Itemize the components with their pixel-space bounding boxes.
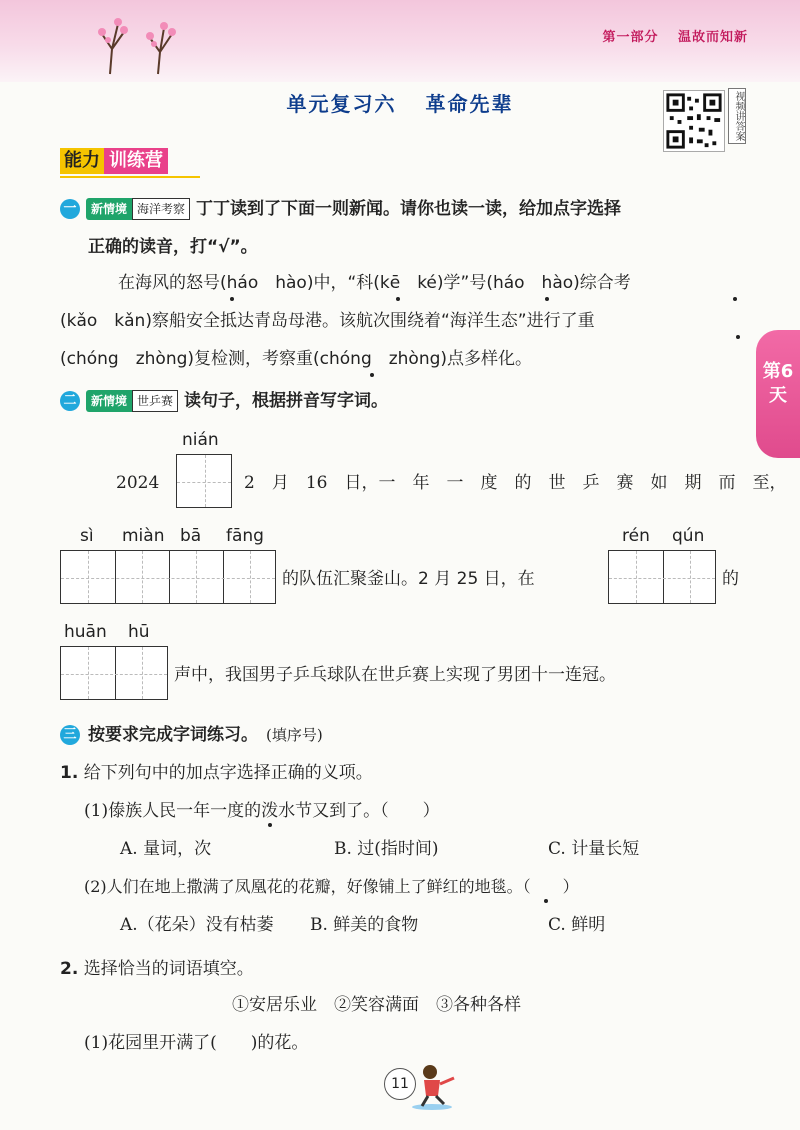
plum-blossom-illustration — [80, 4, 200, 76]
answer-box-renqun[interactable] — [608, 550, 716, 604]
emphasis-dot — [544, 899, 548, 903]
ability-banner — [60, 148, 168, 174]
q1-text: 给下列句中的加点字选择正确的义项。 — [83, 763, 373, 783]
section2-number: 二 — [60, 391, 80, 411]
pinyin-nian: nián — [182, 430, 219, 450]
q1-s2-option-b: B. 鲜美的食物 — [310, 915, 419, 935]
section1-para-3: (chóng zhòng)复检测，考察重(chóng zhòng)点多样化。 — [60, 349, 533, 369]
section3-instruction: 按要求完成字词练习。 — [88, 725, 258, 745]
sentence1-rest: 2 月 16 日，一 年 一 度 的 世 乒 赛 如 期 而 至， — [244, 473, 787, 493]
emphasis-dot — [396, 297, 400, 301]
emphasis-dot — [545, 297, 549, 301]
answer-box-simianbafang[interactable] — [60, 550, 276, 604]
q2-line — [60, 956, 254, 982]
q2-sentence1: (1)花园里开满了( )的花。 — [84, 1033, 309, 1053]
ability-part2: 训练营 — [104, 148, 168, 174]
section1-tag-new: 新情境 — [86, 198, 132, 220]
section2-tag-new: 新情境 — [86, 390, 132, 412]
pinyin-huan: huān — [64, 622, 107, 642]
q1-s2-option-c: C. 鲜明 — [548, 915, 606, 935]
sentence3: 声中，我国男子乒乓球队在世乒赛上实现了男团十一连冠。 — [174, 665, 616, 685]
qr-label: 视频讲答案 — [728, 88, 746, 144]
skater-mascot-icon — [410, 1060, 470, 1110]
section2-header — [60, 388, 388, 414]
emphasis-dot — [733, 297, 737, 301]
q1-number: 1. — [60, 763, 79, 783]
section1-header — [60, 196, 621, 222]
section3-note: (填序号) — [266, 726, 323, 744]
section3-number: 三 — [60, 725, 80, 745]
section2-tag-topic: 世乒赛 — [132, 390, 178, 412]
emphasis-dot — [268, 823, 272, 827]
q1-sentence1: (1)傣族人民一年一度的泼水节又到了。（ ） — [84, 801, 440, 821]
q2-options: ①安居乐业 ②笑容满面 ③各种各样 — [232, 995, 521, 1015]
section1-para-2: (kǎo kǎn)察船安全抵达青岛母港。该航次围绕着“海洋生态”进行了重 — [60, 311, 595, 331]
section3-header — [60, 722, 323, 748]
ability-part1: 能力 — [60, 148, 104, 174]
section1-tag — [86, 198, 190, 220]
section1-para-1: 在海风的怒号(háo hào)中，“科(kē ké)学”号(háo hào)综合考 — [118, 273, 631, 293]
ability-underline — [60, 176, 200, 178]
header-part: 第一部分 — [602, 30, 659, 45]
section1-tag-topic: 海洋考察 — [132, 198, 190, 220]
q1-s1-option-a: A. 量词，次 — [120, 839, 212, 859]
pinyin-si: sì — [80, 526, 94, 546]
day-tab[interactable]: 第6天 — [756, 330, 800, 458]
emphasis-dot — [370, 373, 374, 377]
pinyin-hu: hū — [128, 622, 150, 642]
sentence2-end: 的 — [722, 569, 739, 589]
emphasis-dot — [230, 297, 234, 301]
q2-text: 选择恰当的词语填空。 — [83, 959, 254, 979]
sentence1-year: 2024 — [116, 473, 160, 493]
pinyin-mian: miàn — [122, 526, 165, 546]
section1-instruction-2: 正确的读音，打“√”。 — [88, 237, 258, 257]
page-number: 11 — [384, 1068, 416, 1100]
answer-box-nian[interactable] — [176, 454, 232, 508]
header-text — [588, 26, 748, 45]
q1-s1-option-c: C. 计量长短 — [548, 839, 640, 859]
pinyin-ren: rén — [622, 526, 650, 546]
q1-line — [60, 760, 373, 786]
section1-number: 一 — [60, 199, 80, 219]
q1-s1-option-b: B. 过(指时间) — [334, 839, 439, 859]
qr-code-icon[interactable] — [663, 90, 725, 152]
section2-instruction: 读句子，根据拼音写字词。 — [184, 391, 389, 411]
q2-number: 2. — [60, 959, 79, 979]
q1-sentence2: (2)人们在地上撒满了凤凰花的花瓣，好像铺上了鲜红的地毯。（ ） — [84, 877, 579, 896]
section1-instruction-1: 丁丁读到了下面一则新闻。请你也读一读，给加点字选择 — [196, 199, 622, 219]
title-main: 单元复习六 — [286, 92, 397, 116]
q1-s2-option-a: A.（花朵）没有枯萎 — [120, 915, 274, 935]
pinyin-fang: fāng — [226, 526, 264, 546]
answer-box-huanhu[interactable] — [60, 646, 168, 700]
pinyin-qun: qún — [672, 526, 705, 546]
sentence2-middle: 的队伍汇聚釜山。2 月 25 日，在 — [282, 569, 535, 589]
title-sub: 革命先辈 — [425, 92, 514, 116]
section2-tag — [86, 390, 178, 412]
emphasis-dot — [736, 335, 740, 339]
header-subtitle: 温故而知新 — [677, 30, 748, 45]
pinyin-ba: bā — [180, 526, 202, 546]
